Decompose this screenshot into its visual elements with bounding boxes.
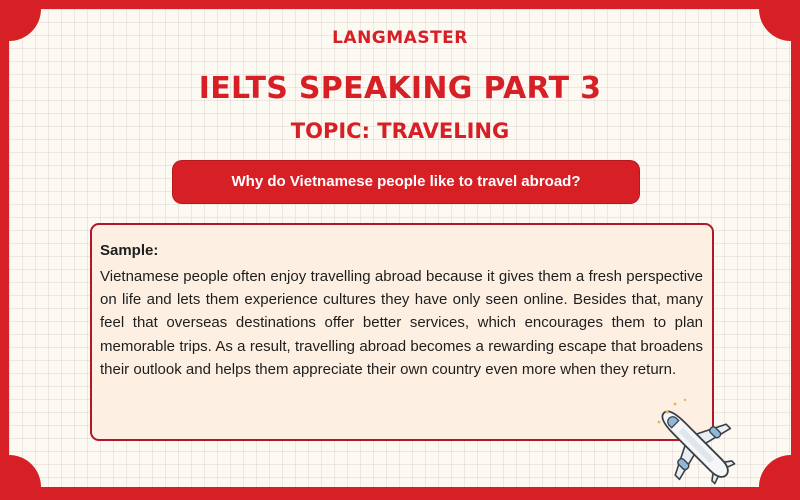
corner-decoration-bottom-left <box>9 455 41 487</box>
corner-decoration-bottom-right <box>759 455 791 487</box>
airplane-icon <box>645 394 745 487</box>
question-banner: Why do Vietnamese people like to travel abroad? <box>173 161 639 203</box>
brand-logo: LANGMASTER <box>332 28 468 48</box>
sample-answer-card <box>90 223 714 441</box>
topic-heading: TOPIC: TRAVELING <box>290 119 510 143</box>
sample-label: Sample: <box>100 242 159 259</box>
sample-answer-text: Vietnamese people often enjoy travelling abroad because it gives them a fresh perspective on life and lets them experience cultures they have only seen online. Besides that, many feel that overseas destinations offer better services, which encourages them to plan memorable trips. As a result, travelling abroad becomes a rewarding escape that broadens their outlook and helps them appreciate their own country even more when they return. <box>100 268 703 378</box>
graphic-canvas <box>9 9 791 487</box>
page-title: IELTS SPEAKING PART 3 <box>198 71 602 106</box>
